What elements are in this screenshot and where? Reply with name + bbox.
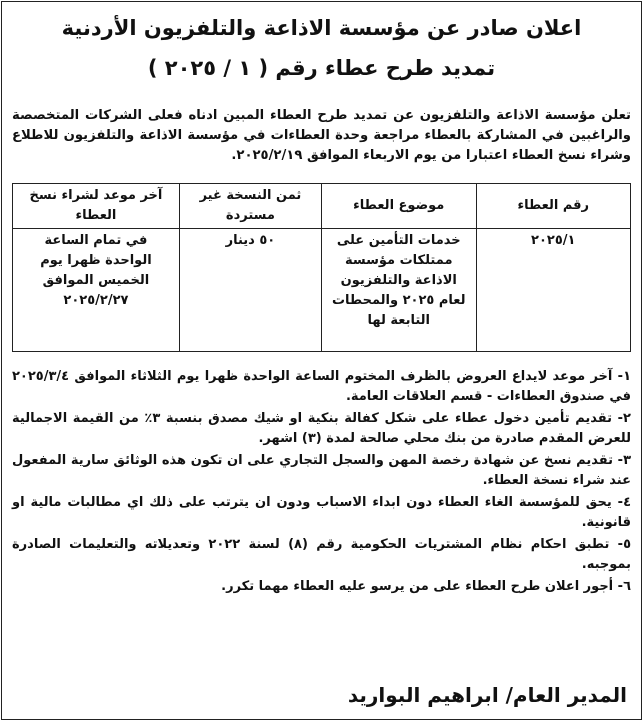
header-copy-price: ثمن النسخة غير مستردة: [179, 184, 321, 229]
cell-tender-number: ٢٠٢٥/١: [476, 229, 631, 352]
list-item: ٦- أجور اعلان طرح العطاء على من يرسو عليه العطاء مهما تكرر.: [221, 579, 631, 594]
announcement-page: [1, 1, 642, 720]
cell-purchase-deadline: في تمام الساعة الواحدة ظهرا يوم الخميس الموافق ٢٠٢٥/٢/٢٧: [13, 229, 180, 352]
list-item: ٤- يحق للمؤسسة الغاء العطاء دون ابداء الاسباب ودون ان يترتب على ذلك اي مطالبات مالية او قانونية.: [12, 495, 631, 530]
cell-copy-price: ٥٠ دينار: [179, 229, 321, 352]
terms-list: [12, 367, 631, 597]
header-tender-number: رقم العطاء: [476, 184, 631, 229]
announcement-subtitle: تمديد طرح عطاء رقم ( ١ / ٢٠٢٥ ): [147, 56, 496, 80]
cell-tender-subject: خدمات التأمين على ممتلكات مؤسسة الاذاعة والتلفزيون لعام ٢٠٢٥ والمحطات التابعة لها: [322, 229, 477, 352]
list-item: ٢- تقديم تأمين دخول عطاء على شكل كفالة بنكية او شيك مصدق بنسبة ٣٪ من القيمة الاجمالية للعرض المقدم صادرة من بنك محلي صالحة لمدة (٣) اشهر.: [12, 411, 631, 446]
announcement-title: اعلان صادر عن مؤسسة الاذاعة والتلفزيون الأردنية: [61, 16, 582, 40]
list-item: ١- آخر موعد لايداع العروض بالظرف المختوم الساعة الواحدة ظهرا يوم الثلاثاء الموافق ٢٠٢٥/٣/٤ في صندوق العطاءات - قسم العلاقات العامة.: [12, 369, 631, 404]
header-purchase-deadline: آخر موعد لشراء نسخ العطاء: [13, 184, 180, 229]
tender-table: [12, 183, 631, 352]
director-signature: المدير العام/ ابراهيم البواريد: [347, 683, 627, 707]
intro-paragraph: تعلن مؤسسة الاذاعة والتلفزيون عن تمديد طرح العطاء المبين ادناه فعلى الشركات المتخصصة والراغبين في المشاركة بالعطاء مراجعة وحدة العطاءات في مؤسسة الاذاعة والتلفزيون للاطلاع وشراء نسخ العطاء اعتبارا من يوم الاربعاء الموافق ٢٠٢٥/٢/١٩.: [12, 108, 631, 163]
list-item: ٣- تقديم نسخ عن شهادة رخصة المهن والسجل التجاري على ان تكون هذه الوثائق سارية المفعول عند شراء نسخة العطاء.: [12, 453, 631, 488]
table-header-row: [13, 184, 631, 229]
list-item: ٥- تطبق احكام نظام المشتريات الحكومية رقم (٨) لسنة ٢٠٢٢ وتعديلاته والتعليمات الصادرة بموجبه.: [12, 537, 631, 572]
table-row: [13, 229, 631, 352]
header-tender-subject: موضوع العطاء: [322, 184, 477, 229]
